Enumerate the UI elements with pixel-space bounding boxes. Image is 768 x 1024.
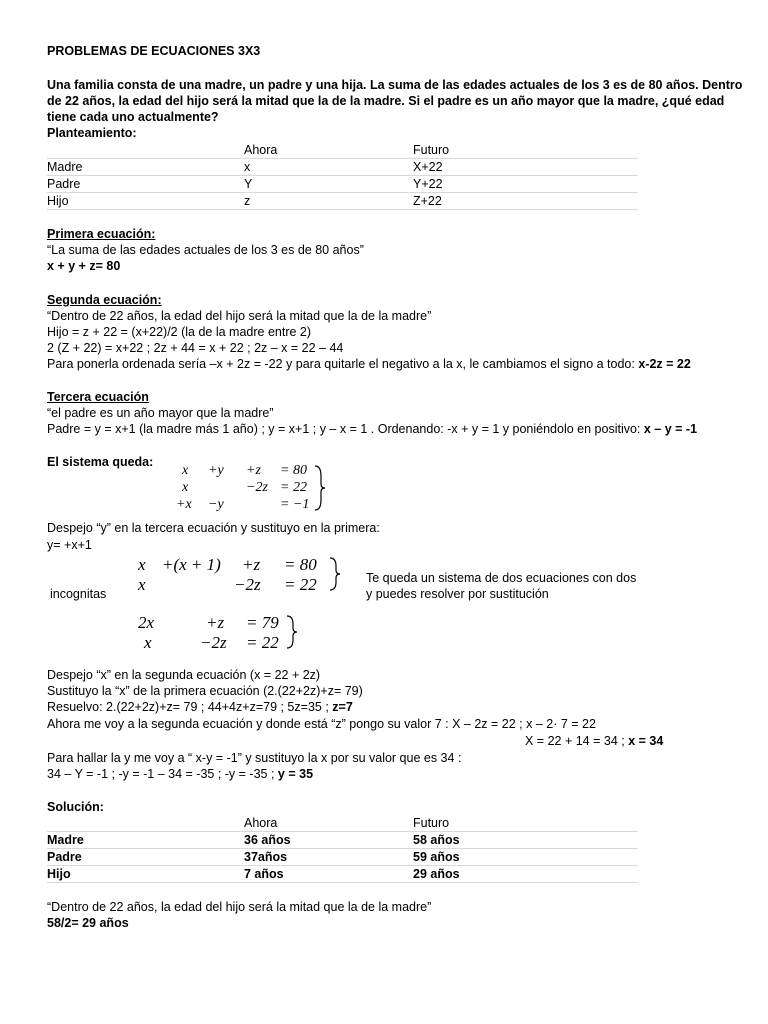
- incognitas-label: incognitas: [50, 587, 107, 601]
- tercera-quote: “el padre es un año mayor que la madre”: [47, 406, 274, 420]
- table-cell: Hijo: [47, 193, 244, 210]
- sub-sys-z-2: −2z: [234, 575, 261, 594]
- sub-sys-x-1: x: [138, 555, 146, 574]
- segunda-line-3-text: Para ponerla ordenada sería –x + 2z = -22 y para quitarle el negativo a la x, le cambiamos el signo a todo:: [47, 357, 639, 371]
- table-row: [47, 815, 638, 832]
- table-row: [47, 849, 638, 866]
- sistema-label: El sistema queda:: [47, 455, 154, 469]
- table-row: [47, 193, 638, 210]
- red-sys-rhs-2: = 22: [246, 633, 279, 652]
- sub-sys-term-1: +(x + 1): [162, 555, 221, 574]
- red-sys-z-1: +z: [206, 613, 225, 632]
- solucion-table: [47, 815, 638, 883]
- right-brace-icon: [330, 558, 340, 590]
- sys-y-1: +y: [208, 463, 224, 478]
- primera-heading: Primera ecuación:: [47, 227, 156, 241]
- tercera-line: [47, 421, 697, 437]
- table-cell: 59 años: [413, 849, 638, 866]
- table-cell: Hijo: [47, 866, 244, 883]
- table-cell: 7 años: [244, 866, 413, 883]
- planteamiento-label: Planteamiento:: [47, 126, 137, 140]
- resolucion-line-3-text: Resuelvo: 2.(22+2z)+z= 79 ; 44+4z+z=79 ; 5z=35 ;: [47, 700, 333, 714]
- table-header-cell: [47, 815, 244, 832]
- primera-quote: “La suma de las edades actuales de los 3 es de 80 años”: [47, 243, 364, 257]
- resolucion-line-5: [525, 733, 663, 749]
- problem-line-3: tiene cada uno actualmente?: [47, 110, 219, 124]
- planteamiento-table: [47, 142, 638, 210]
- sys-rhs-2: = 22: [280, 480, 307, 495]
- table-cell: z: [244, 193, 413, 210]
- segunda-line-1: Hijo = z + 22 = (x+22)/2 (la de la madre entre 2): [47, 325, 312, 339]
- sys-z-1: +z: [246, 463, 261, 478]
- despejo-y-line-2: y= +x+1: [47, 538, 92, 552]
- solucion-label: Solución:: [47, 800, 104, 814]
- resolucion-line-3: [47, 699, 353, 715]
- x-result: x = 34: [628, 734, 664, 748]
- resolucion-line-7: [47, 766, 313, 782]
- resolucion-line-4: Ahora me voy a la segunda ecuación y donde está “z” pongo su valor 7 : X – 2z = 22 ; x – 2· 7 = 22: [47, 717, 596, 731]
- table-row: [47, 176, 638, 193]
- table-cell: Z+22: [413, 193, 638, 210]
- resolucion-line-1: Despejo “x” en la segunda ecuación (x = 22 + 2z): [47, 668, 321, 682]
- red-sys-x-2: x: [144, 633, 152, 652]
- table-cell: Padre: [47, 849, 244, 866]
- table-cell: Madre: [47, 832, 244, 849]
- despejo-y-line-1: Despejo “y” en la tercera ecuación y sustituyo en la primera:: [47, 521, 380, 535]
- table-cell: x: [244, 159, 413, 176]
- table-header-cell: [47, 142, 244, 159]
- table-row: [47, 832, 638, 849]
- note-line-2: y puedes resolver por sustitución: [366, 587, 549, 601]
- z-result: z=7: [332, 700, 353, 714]
- red-sys-z-2: −2z: [200, 633, 227, 652]
- right-brace-icon: [287, 616, 297, 648]
- resolucion-line-5-text: X = 22 + 14 = 34 ;: [525, 734, 629, 748]
- sys-rhs-1: = 80: [280, 463, 307, 478]
- red-sys-x-1: 2x: [138, 613, 155, 632]
- sistema-equations: [170, 460, 330, 516]
- sys-x-1: x: [182, 463, 189, 478]
- red-sys-rhs-1: = 79: [246, 613, 279, 632]
- sub-sys-rhs-2: = 22: [284, 575, 317, 594]
- sys-rhs-3: = −1: [280, 497, 310, 512]
- table-header-cell: Ahora: [244, 142, 413, 159]
- tercera-heading: Tercera ecuación: [47, 390, 149, 404]
- final-quote: “Dentro de 22 años, la edad del hijo será la mitad que la de la madre”: [47, 900, 432, 914]
- table-cell: 58 años: [413, 832, 638, 849]
- table-header-cell: Futuro: [413, 142, 638, 159]
- table-cell: 37años: [244, 849, 413, 866]
- table-header-cell: Futuro: [413, 815, 638, 832]
- segunda-quote: “Dentro de 22 años, la edad del hijo será la mitad que la de la madre”: [47, 309, 432, 323]
- sub-sys-x-2: x: [138, 575, 146, 594]
- table-cell: X+22: [413, 159, 638, 176]
- y-result: y = 35: [277, 767, 314, 781]
- resolucion-line-6: Para hallar la y me voy a “ x-y = -1” y sustituyo la x por su valor que es 34 :: [47, 751, 462, 765]
- reduced-system: [134, 610, 304, 654]
- sys-z-2: −2z: [246, 480, 268, 495]
- problem-line-1: Una familia consta de una madre, un padre y una hija. La suma de las edades actuales de los 3 es de 80 años. Dentro: [47, 78, 743, 92]
- table-row: [47, 142, 638, 159]
- table-cell: 29 años: [413, 866, 638, 883]
- sys-x-2: x: [182, 480, 189, 495]
- table-cell: Y+22: [413, 176, 638, 193]
- segunda-result: x-2z = 22: [638, 357, 691, 371]
- table-row: [47, 866, 638, 883]
- table-cell: Padre: [47, 176, 244, 193]
- note-line-1: Te queda un sistema de dos ecuaciones con dos: [366, 571, 637, 585]
- segunda-heading: Segunda ecuación:: [47, 293, 162, 307]
- table-cell: Y: [244, 176, 413, 193]
- problem-line-2: de 22 años, la edad del hijo será la mitad que la de la madre. Si el padre es un año mayor que la madre, ¿qué edad: [47, 94, 725, 108]
- primera-equation: x + y + z= 80: [47, 259, 121, 273]
- table-header-cell: Ahora: [244, 815, 413, 832]
- substituted-system: [134, 552, 344, 596]
- sys-x-3: +x: [176, 497, 192, 512]
- table-row: [47, 159, 638, 176]
- segunda-line-2: 2 (Z + 22) = x+22 ; 2z + 44 = x + 22 ; 2z – x = 22 – 44: [47, 341, 344, 355]
- tercera-result: x – y = -1: [643, 422, 698, 436]
- sub-sys-rhs-1: = 80: [284, 555, 317, 574]
- tercera-line-text: Padre = y = x+1 (la madre más 1 año) ; y = x+1 ; y – x = 1 . Ordenando: -x + y = 1 y poniéndolo en positivo:: [47, 422, 644, 436]
- page-title: PROBLEMAS DE ECUACIONES 3X3: [47, 44, 261, 58]
- table-cell: 36 años: [244, 832, 413, 849]
- sys-y-3: −y: [208, 497, 224, 512]
- resolucion-line-7-text: 34 – Y = -1 ; -y = -1 – 34 = -35 ; -y = -35 ;: [47, 767, 278, 781]
- sub-sys-z-1: +z: [242, 555, 261, 574]
- resolucion-line-2: Sustituyo la “x” de la primera ecuación (2.(22+2z)+z= 79): [47, 684, 363, 698]
- segunda-line-3: [47, 356, 691, 372]
- final-result: 58/2= 29 años: [47, 916, 129, 930]
- table-cell: Madre: [47, 159, 244, 176]
- right-brace-icon: [315, 466, 325, 510]
